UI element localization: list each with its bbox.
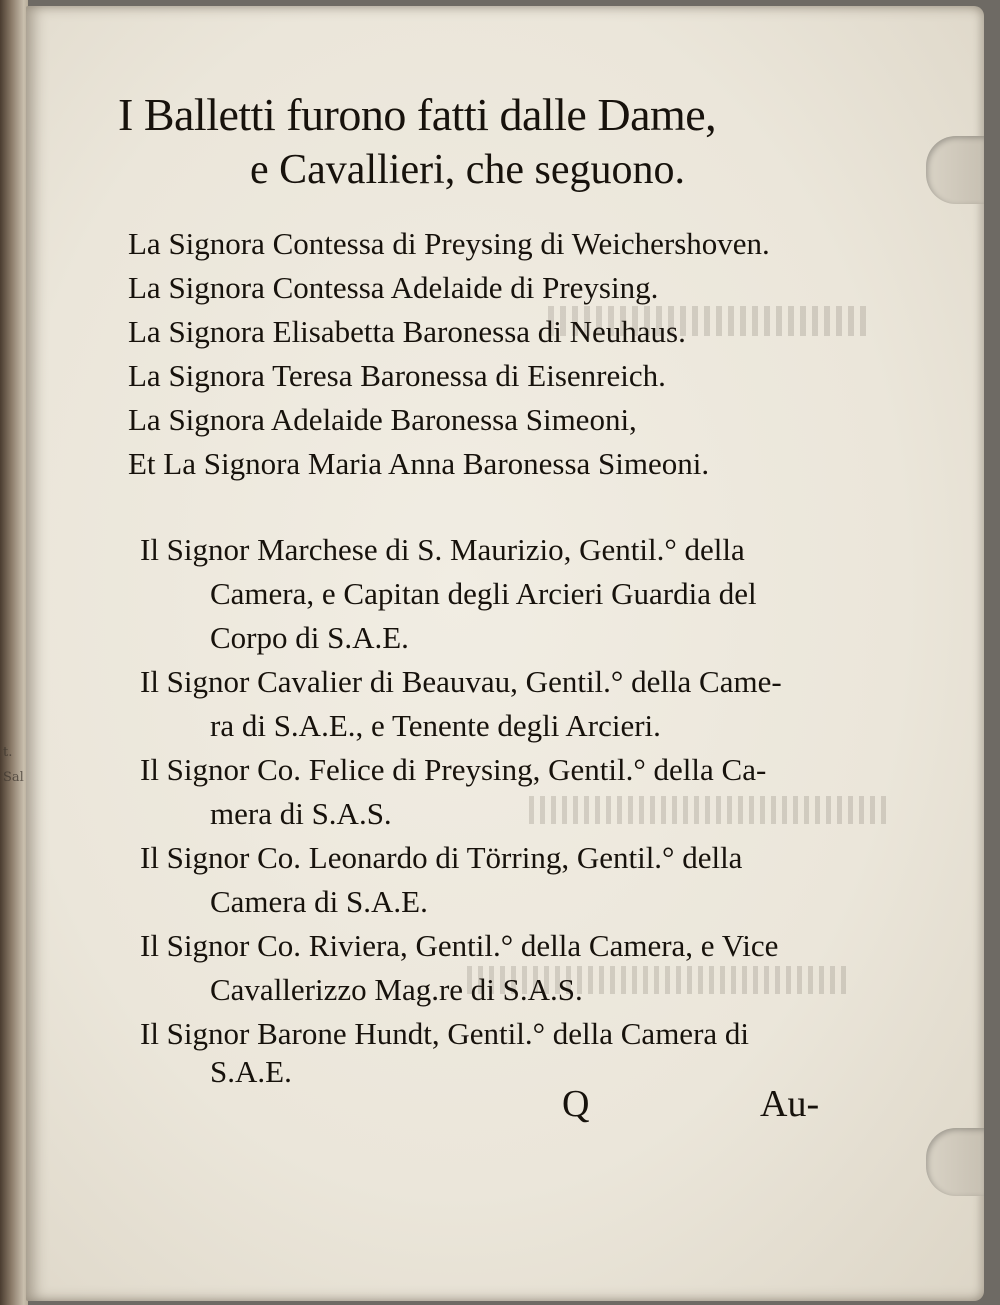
- cavaliere-entry-line: Il Signor Co. Riviera, Gentil.° della Camera, e Vice: [140, 928, 779, 963]
- cavaliere-entry-line: Il Signor Co. Leonardo di Törring, Gentil.° della: [140, 840, 743, 875]
- dama-entry: La Signora Adelaide Baronessa Simeoni,: [128, 402, 637, 437]
- cavaliere-entry-continuation: mera di S.A.S.: [210, 796, 392, 831]
- dama-entry: Et La Signora Maria Anna Baronessa Simeoni.: [128, 446, 710, 481]
- cavaliere-entry-continuation: Camera, e Capitan degli Arcieri Guardia del: [210, 576, 757, 611]
- catchword: Au-: [760, 1083, 820, 1125]
- facing-page-edge: [0, 0, 28, 1305]
- dama-entry: La Signora Contessa Adelaide di Preysing.: [128, 270, 659, 305]
- page-tab-top: [926, 136, 984, 204]
- cavaliere-entry-continuation: Camera di S.A.E.: [210, 884, 428, 919]
- page-tab-bottom: [926, 1128, 984, 1196]
- signature-mark: Q: [562, 1083, 590, 1125]
- dama-entry: La Signora Elisabetta Baronessa di Neuhaus.: [128, 314, 686, 349]
- facing-page-fragment: t.: [3, 745, 13, 760]
- cavaliere-entry-continuation: Corpo di S.A.E.: [210, 620, 409, 655]
- facing-page-fragment: Sal: [3, 770, 24, 785]
- cavaliere-entry-line: Il Signor Cavalier di Beauvau, Gentil.° della Came-: [140, 664, 782, 699]
- book-page: [26, 6, 984, 1301]
- page-title: I Balletti furono fatti dalle Dame,: [118, 89, 717, 140]
- cavaliere-entry-line: Il Signor Marchese di S. Maurizio, Gentil.° della: [140, 532, 745, 567]
- cavaliere-entry-continuation: ra di S.A.E., e Tenente degli Arcieri.: [210, 708, 661, 743]
- dama-entry: La Signora Contessa di Preysing di Weichershoven.: [128, 226, 770, 261]
- dama-entry: La Signora Teresa Baronessa di Eisenreich.: [128, 358, 666, 393]
- cavaliere-entry-continuation: S.A.E.: [210, 1054, 292, 1089]
- cavaliere-entry-continuation: Cavallerizzo Mag.re di S.A.S.: [210, 972, 583, 1007]
- bleed-through: [526, 796, 886, 824]
- cavaliere-entry-line: Il Signor Barone Hundt, Gentil.° della Camera di: [140, 1016, 750, 1051]
- page-subtitle: e Cavallieri, che seguono.: [250, 147, 686, 193]
- cavaliere-entry-line: Il Signor Co. Felice di Preysing, Gentil.° della Ca-: [140, 752, 767, 787]
